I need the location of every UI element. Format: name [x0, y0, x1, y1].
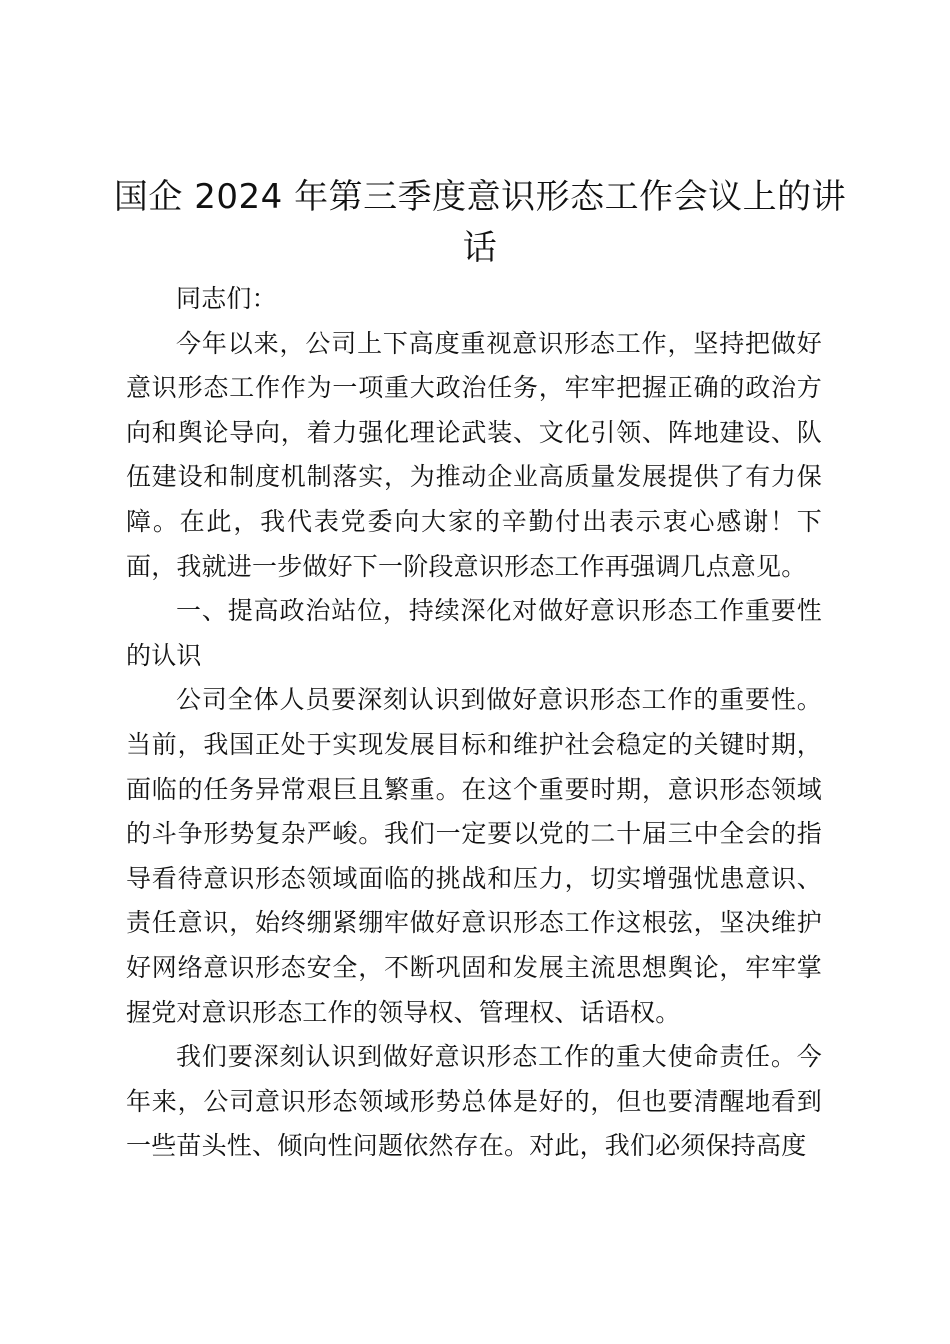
salutation: 同志们：	[176, 284, 277, 313]
paragraph-responsibility: 我们要深刻认识到做好意识形态工作的重大使命责任。今年来，公司意识形态领域形势总体是好的，但也要清醒地看到一些苗头性、倾向性问题依然存在。对此，我们必须保持高度	[126, 1042, 822, 1161]
paragraph-importance: 公司全体人员要深刻认识到做好意识形态工作的重要性。当前，我国正处于实现发展目标和维护社会稳定的关键时期，面临的任务异常艰巨且繁重。在这个重要时期，意识形态领域的斗争形势复杂严峻。我们一定要以党的二十届三中全会的指导看待意识形态领域面临的挑战和压力，切实增强忧患意识、责任意识，始终绷紧绷牢做好意识形态工作这根弦，坚决维护好网络意识形态安全，不断巩固和发展主流思想舆论，牢牢掌握党对意识形态工作的领导权、管理权、话语权。	[126, 685, 822, 1027]
paragraph-intro: 今年以来，公司上下高度重视意识形态工作，坚持把做好意识形态工作作为一项重大政治任务，牢牢把握正确的政治方向和舆论导向，着力强化理论武装、文化引领、阵地建设、队伍建设和制度机制落实，为推动企业高质量发展提供了有力保障。在此，我代表党委向大家的辛勤付出表示衷心感谢！下面，我就进一步做好下一阶段意识形态工作再强调几点意见。	[126, 328, 822, 581]
section-heading-1: 一、提高政治站位，持续深化对做好意识形态工作重要性的认识	[126, 596, 822, 670]
document-title: 国企 2024 年第三季度意识形态工作会议上的讲话	[113, 177, 847, 268]
document-body	[126, 277, 822, 1169]
